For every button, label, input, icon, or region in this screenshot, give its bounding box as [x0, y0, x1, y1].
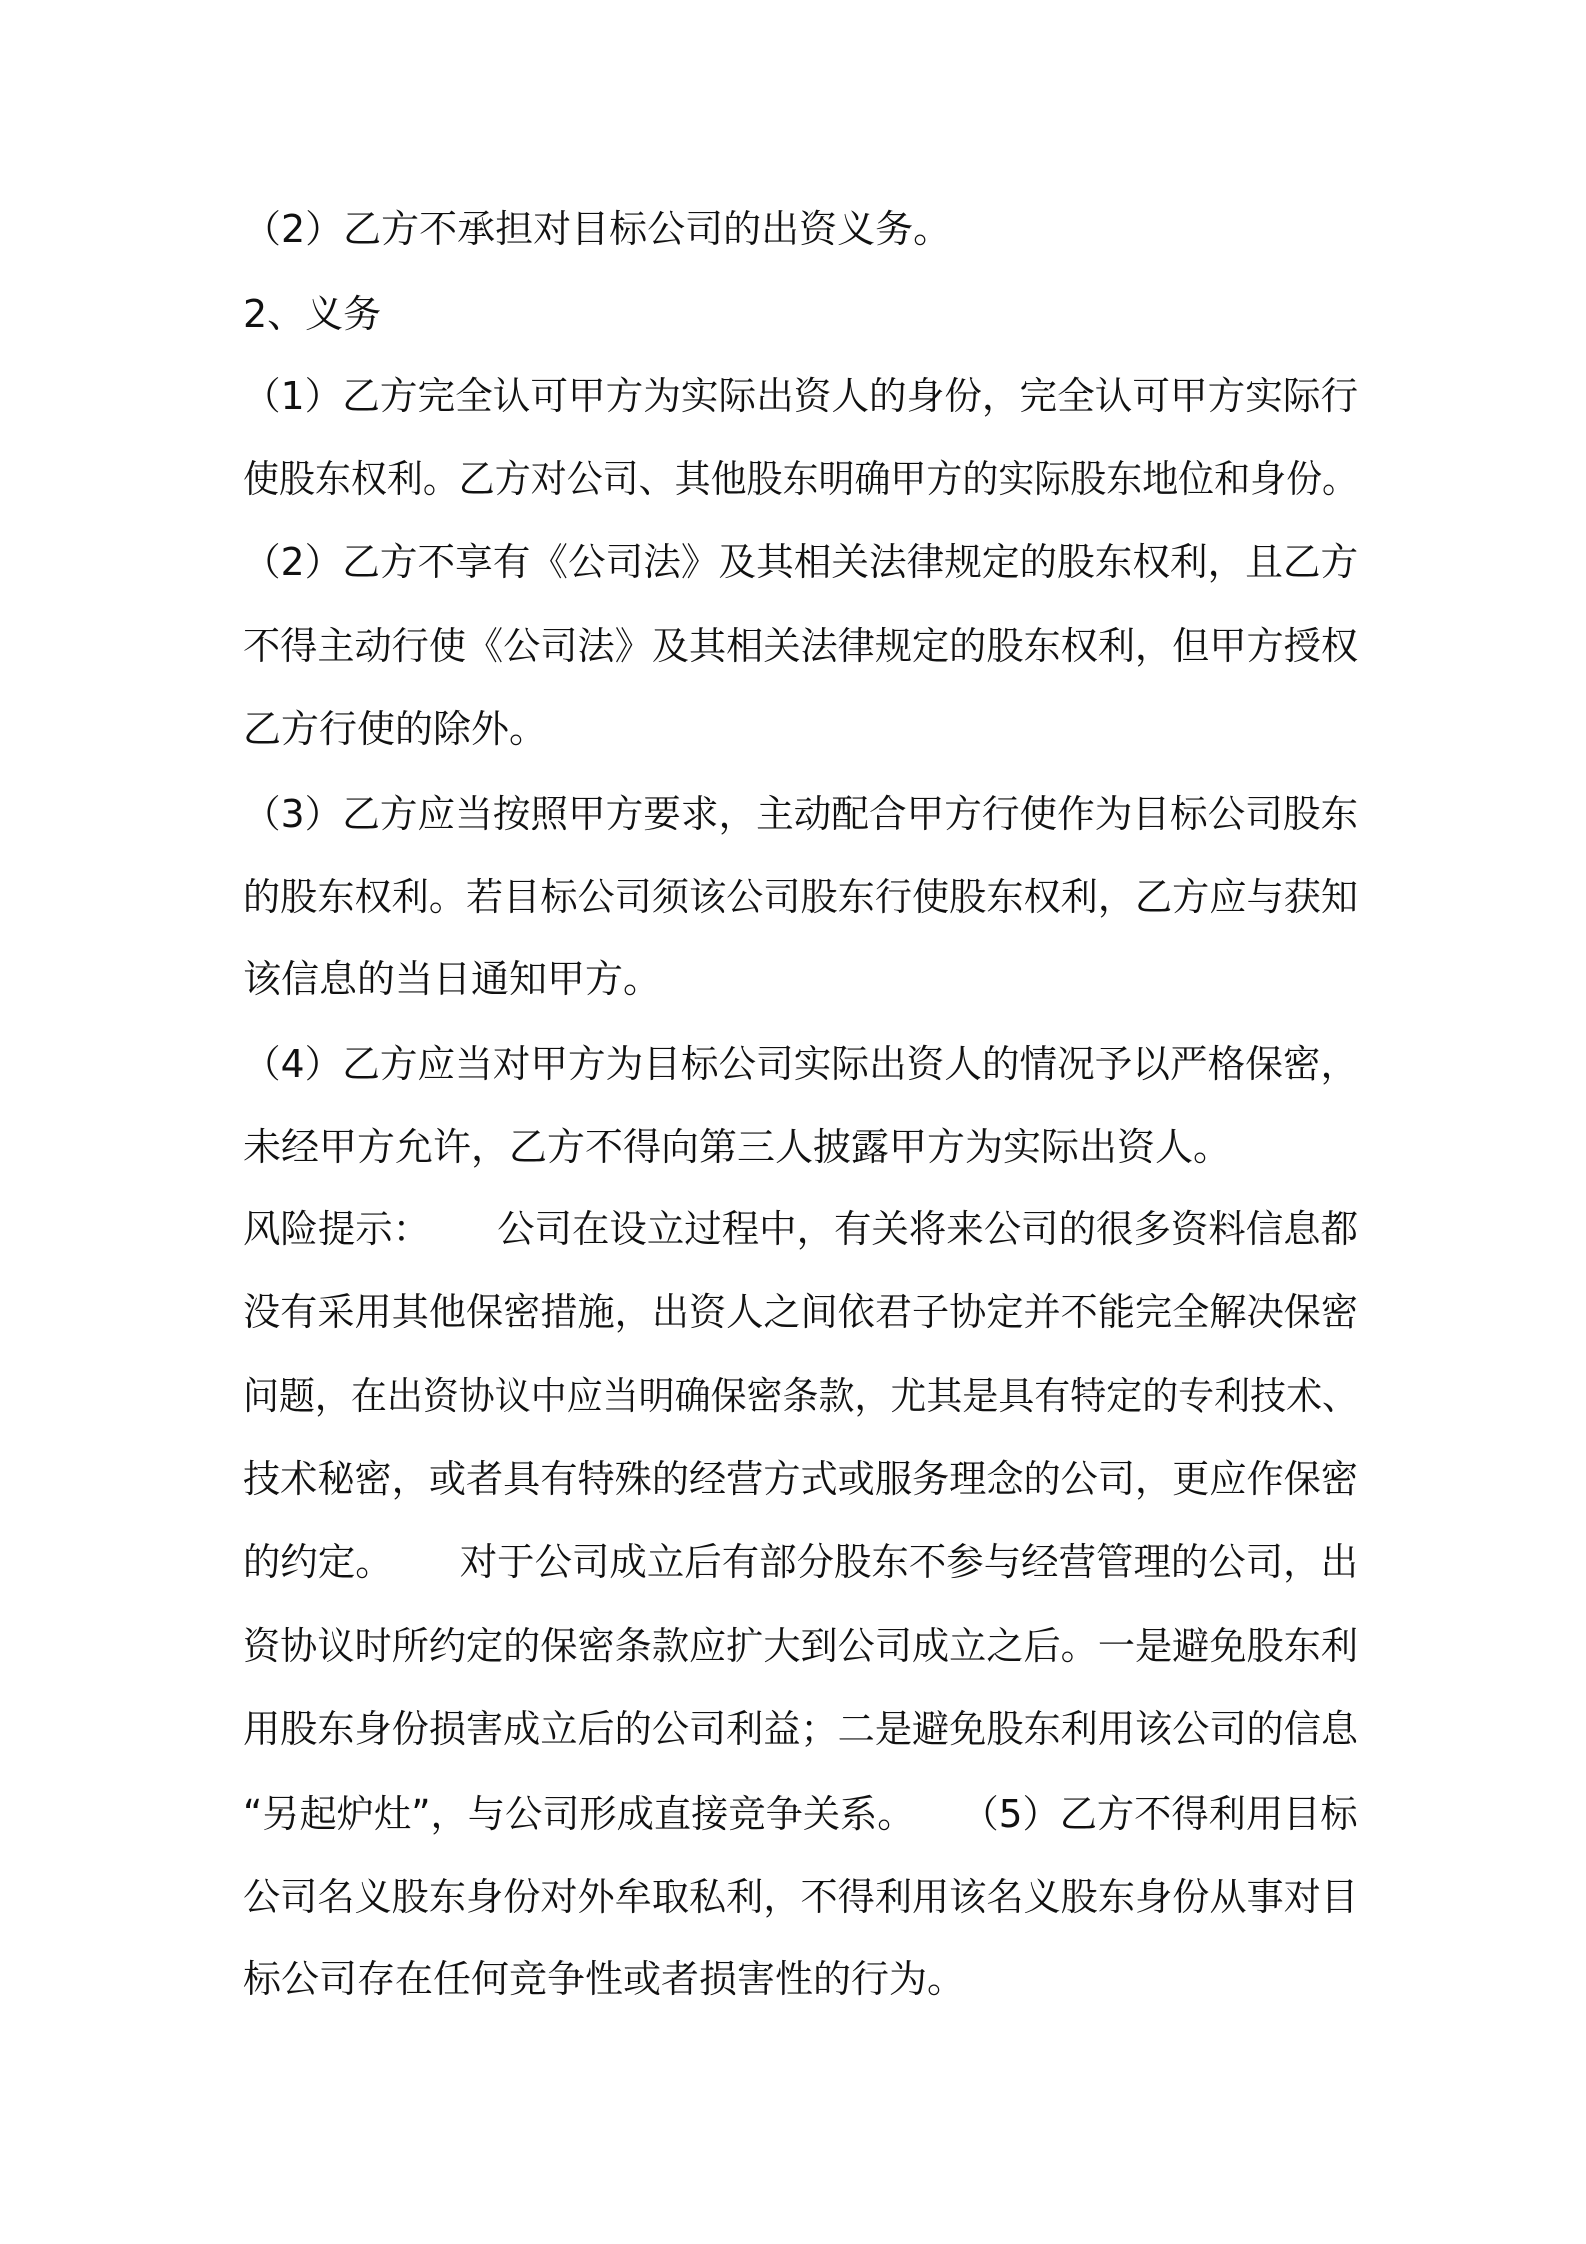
text-segment: 问题，在出资协议中应当明确保密条款，尤其是具有特定的专利技术、 [243, 1374, 1359, 1418]
text-line [243, 538, 1358, 586]
text-segment: 未经甲方允许，乙方不得向第三人披露甲方为实际出资人。 [243, 1125, 1232, 1169]
text-line [243, 622, 1358, 670]
risk-label: 风险提示： [243, 1207, 431, 1251]
text-segment: （3）乙方应当按照甲方要求，主动配合甲方行使作为目标公司股东 [243, 792, 1359, 836]
text-line [243, 705, 547, 753]
text-segment: 公司在设立过程中，有关将来公司的很多资料信息都 [497, 1207, 1359, 1251]
text-segment: （2）乙方不承担对目标公司的出资义务。 [243, 207, 952, 251]
text-line [243, 1205, 1358, 1253]
text-segment: 的约定。 [243, 1540, 393, 1584]
text-segment: （2）乙方不享有《公司法》及其相关法律规定的股东权利，且乙方 [243, 540, 1359, 584]
text-segment: 用股东身份损害成立后的公司利益；二是避免股东利用该公司的信息 [243, 1707, 1359, 1751]
text-segment: 使股东权利。乙方对公司、其他股东明确甲方的实际股东地位和身份。 [243, 457, 1359, 501]
text-line [243, 290, 381, 338]
text-segment: （1）乙方完全认可甲方为实际出资人的身份，完全认可甲方实际行 [243, 374, 1359, 418]
text-line [243, 1040, 1358, 1088]
text-segment: 2、义务 [243, 292, 382, 336]
text-segment: “另起炉灶”，与公司形成直接竞争关系。 [243, 1792, 915, 1836]
text-line [243, 1288, 1358, 1336]
text-line [243, 1123, 1231, 1171]
text-line [243, 205, 951, 253]
text-segment: （5）乙方不得利用目标 [961, 1792, 1358, 1836]
text-segment: 技术秘密，或者具有特殊的经营方式或服务理念的公司，更应作保密 [243, 1457, 1359, 1501]
text-line [243, 455, 1358, 503]
text-segment: 标公司存在任何竞争性或者损害性的行为。 [243, 1957, 966, 2001]
text-segment: 乙方行使的除外。 [243, 707, 548, 751]
text-line [243, 1873, 1358, 1921]
text-line [243, 1538, 1358, 1586]
text-line [243, 1372, 1358, 1420]
text-line [243, 1622, 1358, 1670]
text-line [243, 1455, 1358, 1503]
text-segment: 对于公司成立后有部分股东不参与经营管理的公司，出 [459, 1540, 1359, 1584]
text-line [243, 955, 661, 1003]
text-segment: 的股东权利。若目标公司须该公司股东行使股东权利，乙方应与获知 [243, 875, 1359, 919]
text-line [243, 1705, 1358, 1753]
text-segment: 该信息的当日通知甲方。 [243, 957, 662, 1001]
text-line [243, 873, 1358, 921]
text-segment: 资协议时所约定的保密条款应扩大到公司成立之后。一是避免股东利 [243, 1624, 1359, 1668]
text-line [243, 1790, 1358, 1838]
text-segment: 不得主动行使《公司法》及其相关法律规定的股东权利，但甲方授权 [243, 624, 1359, 668]
text-line [243, 372, 1358, 420]
text-segment: 没有采用其他保密措施，出资人之间依君子协定并不能完全解决保密 [243, 1290, 1359, 1334]
text-segment: 公司名义股东身份对外牟取私利，不得利用该名义股东身份从事对目 [243, 1875, 1359, 1919]
text-line [243, 790, 1358, 838]
text-line [243, 1955, 965, 2003]
text-segment: （4）乙方应当对甲方为目标公司实际出资人的情况予以严格保密， [243, 1042, 1359, 1086]
